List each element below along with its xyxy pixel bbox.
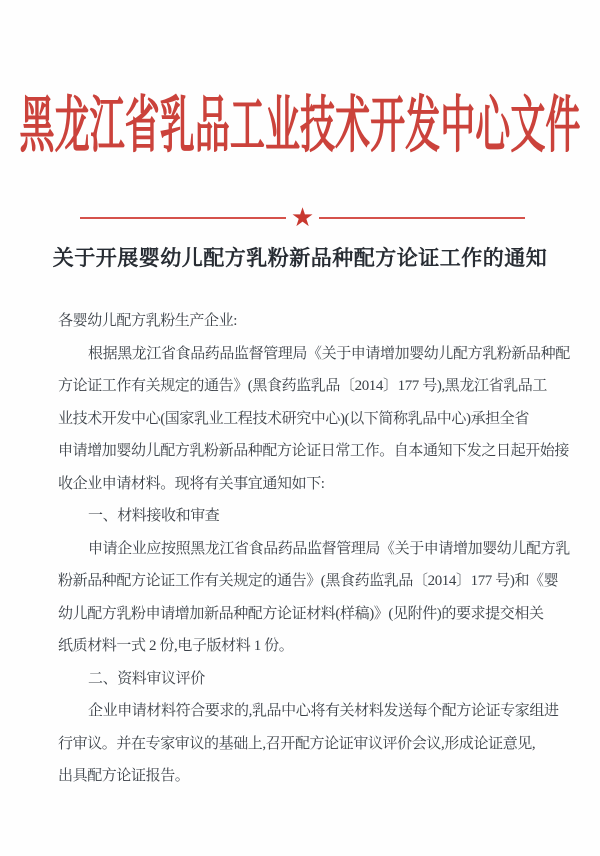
document-text-line: 出具配方论证报告。 — [58, 768, 190, 784]
letterhead-title: 黑龙江省乳品工业技术开发中心文件 — [19, 91, 581, 160]
star-icon: ★ — [290, 203, 315, 233]
document-title: 关于开展婴幼儿配方乳粉新品种配方论证工作的通知 — [52, 247, 548, 270]
document-body — [58, 305, 570, 793]
document-text-line: 方论证工作有关规定的通告》(黑食药监乳品〔2014〕177 号),黑龙江省乳品工 — [58, 378, 547, 394]
document-text-line: 申请增加婴幼儿配方乳粉新品种配方论证日常工作。自本通知下发之日起开始接 — [58, 443, 570, 459]
document-text-line: 各婴幼儿配方乳粉生产企业: — [58, 313, 237, 329]
document-text-line: 申请企业应按照黑龙江省食品药品监督管理局《关于申请增加婴幼儿配方乳 — [88, 540, 570, 557]
document-text-line: 幼儿配方乳粉申请增加新品种配方论证材料(样稿)》(见附件)的要求提交相关 — [58, 605, 544, 622]
divider-rule-left — [80, 217, 286, 219]
star-divider — [80, 204, 525, 232]
document-text-line: 纸质材料一式 2 份,电子版材料 1 份。 — [58, 638, 294, 654]
document-text-line: 收企业申请材料。现将有关事宜通知如下: — [58, 475, 325, 492]
document-text-line: 业技术开发中心(国家乳业工程技术研究中心)(以下简称乳品中心)承担全省 — [58, 410, 529, 427]
document-text-line: 行审议。并在专家审议的基础上,召开配方论证审议评价会议,形成论证意见, — [58, 735, 536, 752]
document-text-line: 一、材料接收和审查 — [88, 508, 220, 524]
document-text-line: 企业申请材料符合要求的,乳品中心将有关材料发送每个配方论证专家组进 — [88, 703, 559, 719]
document-text-line: 根据黑龙江省食品药品监督管理局《关于申请增加婴幼儿配方乳粉新品种配 — [88, 345, 570, 362]
divider-rule-right — [319, 217, 525, 219]
letterhead — [0, 88, 600, 160]
document-text-line: 粉新品种配方论证工作有关规定的通告》(黑食药监乳品〔2014〕177 号)和《婴 — [58, 573, 559, 589]
document-text-line: 二、资料审议评价 — [88, 670, 205, 687]
